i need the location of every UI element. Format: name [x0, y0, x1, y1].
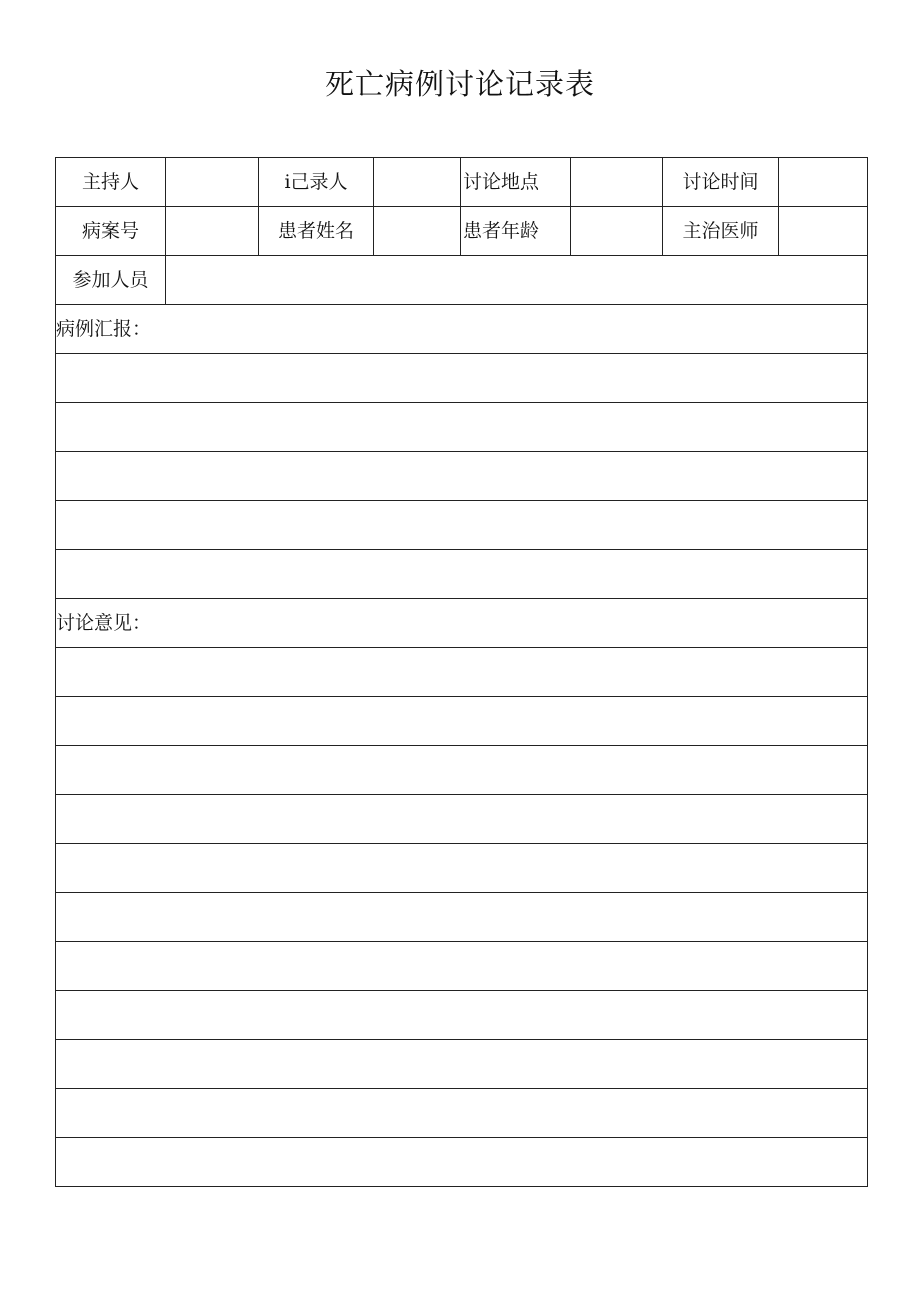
patient-age-field[interactable] [571, 207, 663, 256]
discussion-time-field[interactable] [779, 158, 868, 207]
discussion-line [56, 697, 868, 746]
discussion-line [56, 893, 868, 942]
case-report-line-field[interactable] [56, 354, 868, 403]
case-report-line [56, 403, 868, 452]
attending-physician-label: 主治医师 [663, 207, 779, 256]
participants-field[interactable] [166, 256, 868, 305]
info-row-1 [56, 158, 868, 207]
case-number-field[interactable] [166, 207, 259, 256]
patient-name-field[interactable] [374, 207, 461, 256]
page-title: 死亡病例讨论记录表 [324, 67, 595, 101]
case-report-line-field[interactable] [56, 452, 868, 501]
case-report-line-field[interactable] [56, 501, 868, 550]
discussion-line-field[interactable] [56, 942, 868, 991]
case-report-line-field[interactable] [56, 550, 868, 599]
recorder-field[interactable] [374, 158, 461, 207]
discussion-line-field[interactable] [56, 1089, 868, 1138]
discussion-line-field[interactable] [56, 844, 868, 893]
attending-physician-field[interactable] [779, 207, 868, 256]
discussion-header-row [56, 599, 868, 648]
discussion-line-field[interactable] [56, 697, 868, 746]
record-table [55, 157, 868, 1187]
discussion-line-field[interactable] [56, 648, 868, 697]
discussion-line-field[interactable] [56, 991, 868, 1040]
discussion-line-field[interactable] [56, 1040, 868, 1089]
discussion-line [56, 942, 868, 991]
recorder-label: i己录人 [259, 158, 374, 207]
discussion-line [56, 746, 868, 795]
discussion-line-field[interactable] [56, 1138, 868, 1187]
discussion-place-field[interactable] [571, 158, 663, 207]
discussion-line-field[interactable] [56, 893, 868, 942]
patient-age-label: 患者年龄 [461, 207, 571, 256]
case-report-label: 病例汇报： [56, 305, 868, 354]
discussion-line [56, 795, 868, 844]
case-report-line [56, 550, 868, 599]
discussion-place-label: 讨论地点 [461, 158, 571, 207]
discussion-line [56, 844, 868, 893]
host-label: 主持人 [56, 158, 166, 207]
case-report-line-field[interactable] [56, 403, 868, 452]
discussion-time-label: 讨论时间 [663, 158, 779, 207]
info-row-2 [56, 207, 868, 256]
discussion-line-field[interactable] [56, 746, 868, 795]
discussion-line [56, 991, 868, 1040]
participants-label: 参加人员 [56, 256, 166, 305]
case-report-line [56, 452, 868, 501]
case-report-line [56, 354, 868, 403]
discussion-line [56, 1089, 868, 1138]
patient-name-label: 患者姓名 [259, 207, 374, 256]
case-report-line [56, 501, 868, 550]
discussion-line [56, 1138, 868, 1187]
discussion-line [56, 1040, 868, 1089]
discussion-label: 讨论意见： [56, 599, 868, 648]
discussion-line-field[interactable] [56, 795, 868, 844]
case-report-header-row [56, 305, 868, 354]
discussion-line [56, 648, 868, 697]
case-number-label: 病案号 [56, 207, 166, 256]
participants-row [56, 256, 868, 305]
host-field[interactable] [166, 158, 259, 207]
